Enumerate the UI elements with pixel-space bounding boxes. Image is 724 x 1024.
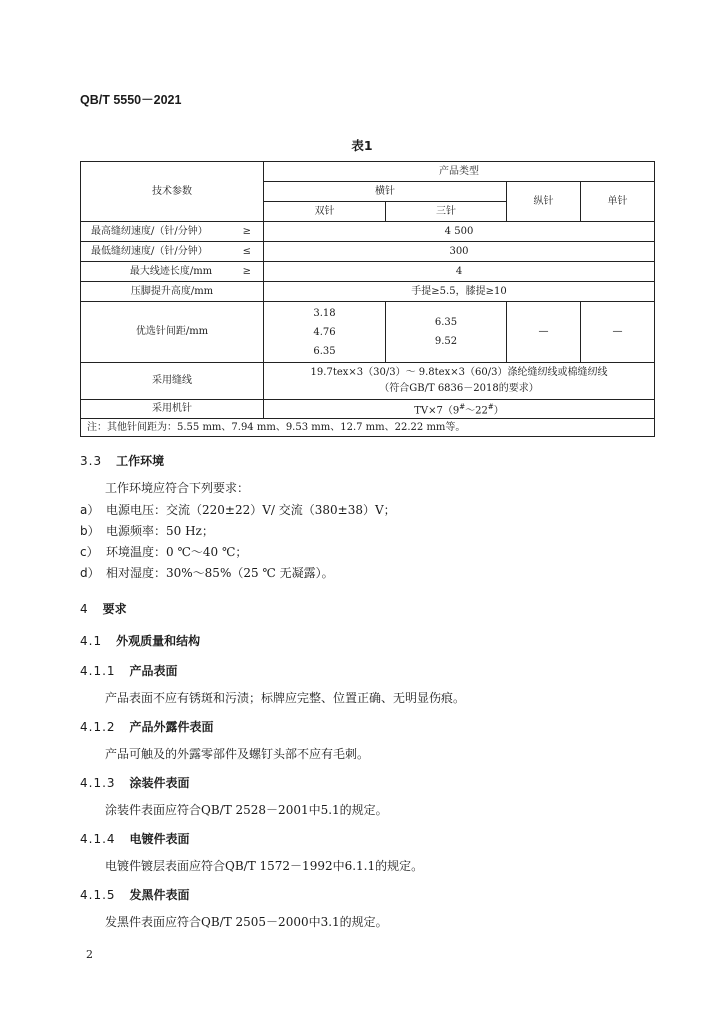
row-value: 4 500 — [264, 222, 655, 242]
header-product-type: 产品类型 — [264, 162, 655, 182]
table-row — [81, 242, 655, 262]
row-value: TV×7（9#～22#） — [264, 400, 655, 419]
row-label: 最高缝纫速度/（针/分钟） — [91, 225, 208, 237]
table-row — [81, 363, 655, 400]
row-label: 优选针间距/mm — [81, 302, 264, 363]
page-number: 2 — [86, 948, 93, 961]
row-label: 最低缝纫速度/（针/分钟） — [91, 245, 208, 257]
header-shuang-zhen: 双针 — [264, 202, 386, 222]
table-row — [81, 302, 655, 363]
section-4-1-1-text: 产品表面不应有锈斑和污渍；标牌应完整、位置正确、无明显伤痕。 — [105, 691, 466, 705]
section-4-1-3-text: 涂装件表面应符合QB/T 2528－2001中5.1的规定。 — [105, 803, 388, 817]
row-symbol: ≥ — [242, 225, 251, 237]
spacing-value: 6.35 — [313, 345, 336, 357]
spacing-value: 6.35 — [434, 317, 458, 328]
header-param: 技术参数 — [81, 162, 264, 222]
row-value: 手提≥5.5，膝提≥10 — [264, 282, 655, 302]
table-row — [81, 282, 655, 302]
spacing-value: 9.52 — [434, 336, 458, 347]
row-symbol: ≤ — [242, 245, 251, 257]
row-label: 压脚提升高度/mm — [81, 282, 264, 302]
section-4-1-5-heading: 4.1.5 发黑件表面 — [80, 888, 190, 902]
row-label: 采用缝线 — [81, 363, 264, 400]
spacing-value: 3.18 — [313, 307, 336, 319]
row-label: 采用机针 — [81, 400, 264, 419]
list-item: c） 环境温度：0 ℃～40 ℃； — [80, 545, 248, 559]
thread-line-2: （符合GB/T 6836－2018的要求） — [379, 383, 539, 394]
spacing-zong: — — [507, 302, 581, 363]
table-row — [81, 222, 655, 242]
table-note: 注：其他针间距为：5.55 mm、7.94 mm、9.53 mm、12.7 mm、22.22 mm等。 — [81, 419, 655, 437]
section-4-1-4-heading: 4.1.4 电镀件表面 — [80, 832, 190, 846]
header-dan-zhen: 单针 — [581, 182, 655, 222]
spacing-dan: — — [581, 302, 655, 363]
row-value: 300 — [264, 242, 655, 262]
section-4-heading: 4 要求 — [80, 602, 127, 616]
header-zong-zhen: 纵针 — [507, 182, 581, 222]
header-heng-zhen: 横针 — [264, 182, 507, 202]
table-title: 表1 — [351, 138, 373, 153]
section-3-3-heading: 3.3 工作环境 — [80, 454, 165, 468]
spec-table — [80, 161, 655, 437]
section-4-1-2-heading: 4.1.2 产品外露件表面 — [80, 720, 214, 734]
spacing-value: 4.76 — [313, 326, 336, 338]
section-4-1-heading: 4.1 外观质量和结构 — [80, 634, 201, 648]
row-value: 4 — [264, 262, 655, 282]
header-san-zhen: 三针 — [386, 202, 507, 222]
list-item: a） 电源电压：交流（220±22）V/ 交流（380±38）V； — [80, 503, 396, 517]
table-row — [81, 400, 655, 419]
section-4-1-2-text: 产品可触及的外露零部件及螺钉头部不应有毛刺。 — [105, 747, 370, 761]
section-4-1-1-heading: 4.1.1 产品表面 — [80, 664, 178, 678]
list-item: b） 电源频率：50 Hz； — [80, 524, 214, 538]
section-3-3-intro: 工作环境应符合下列要求： — [105, 481, 250, 495]
table-row — [81, 262, 655, 282]
thread-line-1: 19.7tex×3（30/3）～ 9.8tex×3（60/3）涤纶缝纫线或棉缝纫线 — [310, 367, 608, 378]
section-4-1-3-heading: 4.1.3 涂装件表面 — [80, 776, 190, 790]
section-4-1-4-text: 电镀件镀层表面应符合QB/T 1572－1992中6.1.1的规定。 — [105, 859, 424, 873]
list-item: d） 相对湿度：30%～85%（25 ℃ 无凝露）。 — [80, 566, 334, 580]
row-symbol: ≥ — [242, 265, 251, 277]
document-id: QB/T 5550－2021 — [80, 93, 182, 107]
row-label: 最大线迹长度/mm — [129, 265, 213, 277]
section-4-1-5-text: 发黑件表面应符合QB/T 2505－2000中3.1的规定。 — [105, 915, 388, 929]
